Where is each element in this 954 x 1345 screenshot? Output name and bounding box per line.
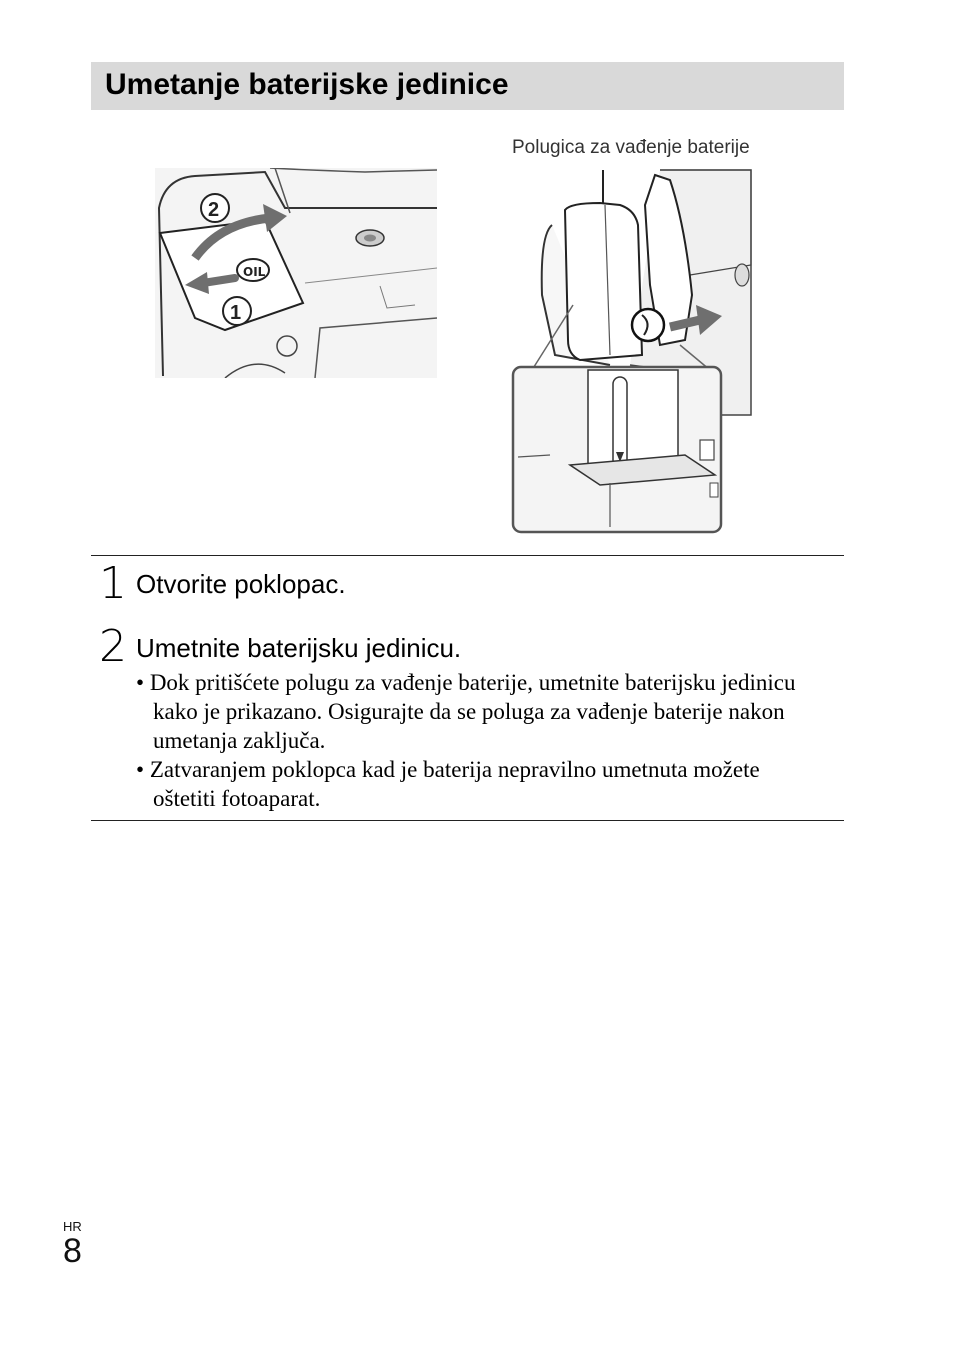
top-rule	[91, 555, 844, 556]
callout-2: 2	[208, 199, 220, 221]
callout-1: 1	[230, 302, 242, 324]
language-code: HR	[63, 1219, 82, 1234]
step-2-number: 2	[99, 621, 127, 672]
step-1-text: Otvorite poklopac.	[136, 569, 346, 599]
page-number: 8	[63, 1232, 82, 1270]
bottom-rule	[91, 820, 844, 821]
step-2-text: Umetnite baterijsku jedinicu.	[136, 633, 462, 663]
section-title: Umetanje baterijske jedinice	[105, 68, 509, 101]
section-title-bar	[91, 62, 844, 110]
svg-text:OIL: OIL	[243, 265, 266, 279]
note-item: • Dok pritišćete polugu za vađenje baterije, umetnite baterijsku jedinicu kako je prikazano. Osigurajte da se poluga za vađenje baterije nakon umetanja zaključa.	[136, 668, 826, 755]
step-1-number: 1	[99, 558, 127, 609]
insert-battery-illustration	[510, 165, 754, 537]
figure-caption: Polugica za vađenje baterije	[512, 137, 750, 158]
step-2-notes	[136, 668, 826, 813]
open-cover-illustration	[155, 168, 437, 378]
note-item: • Zatvaranjem poklopca kad je baterija nepravilno umetnuta možete oštetiti fotoaparat.	[136, 755, 826, 813]
